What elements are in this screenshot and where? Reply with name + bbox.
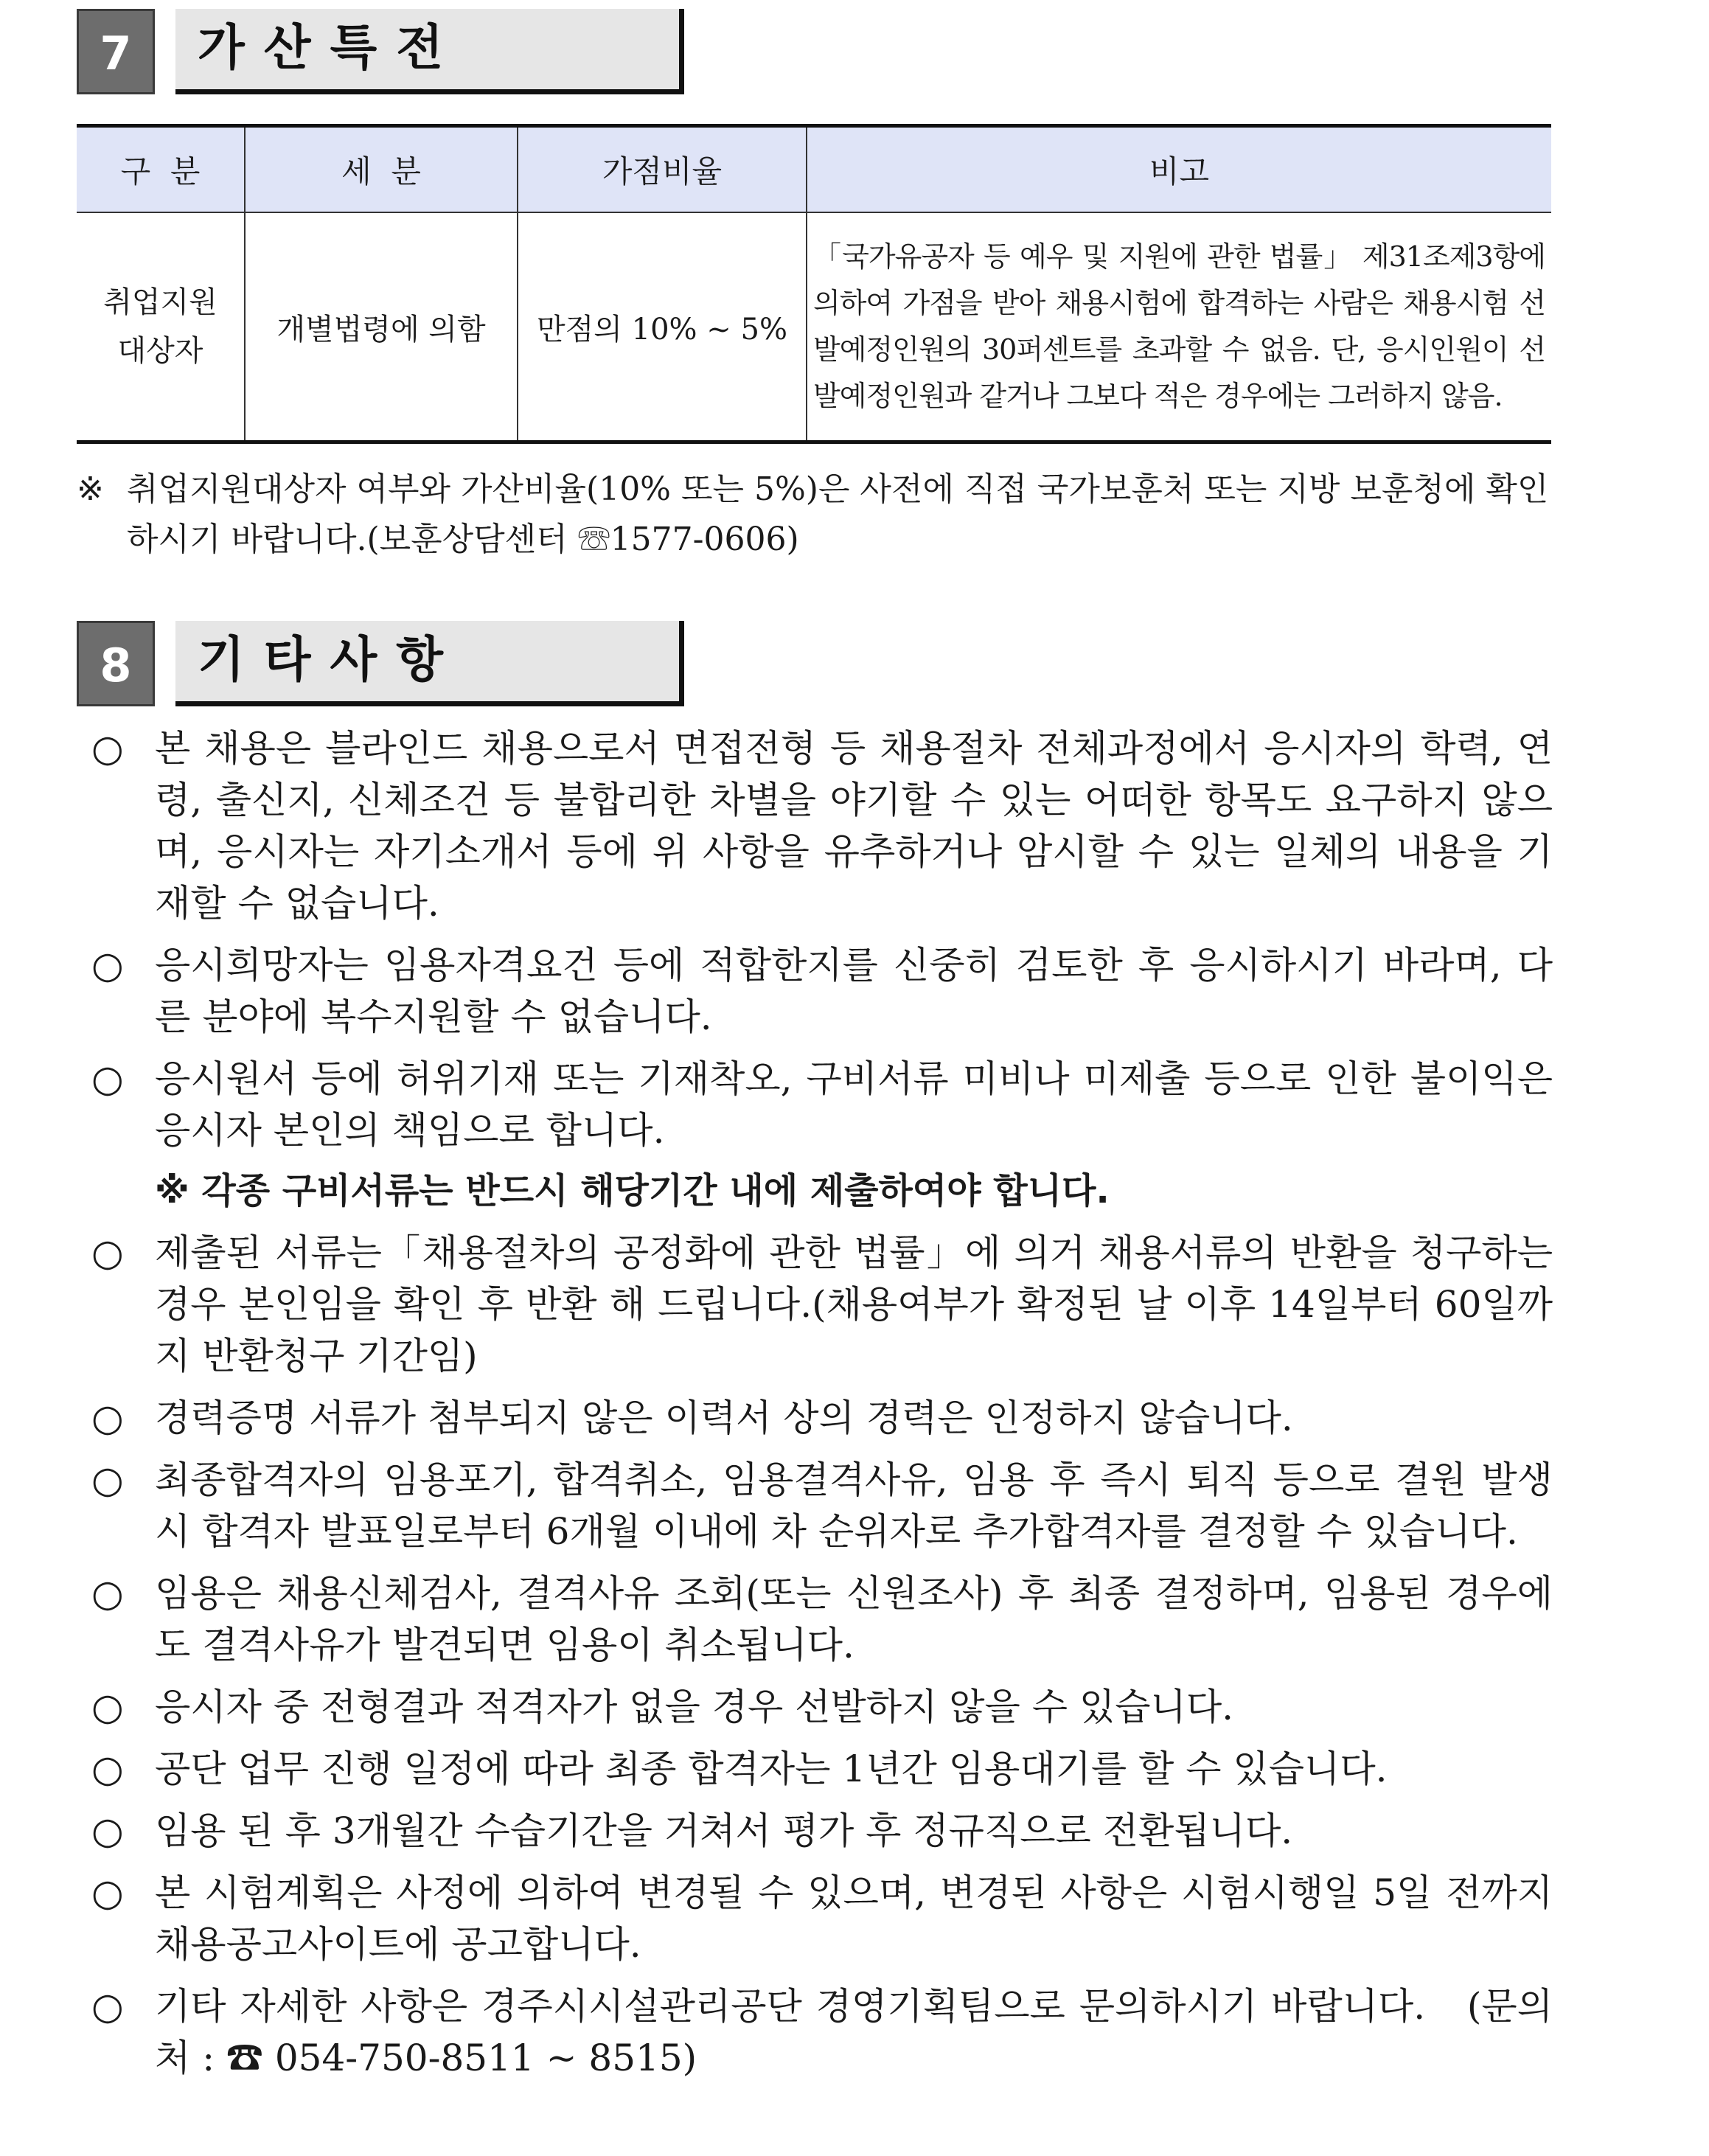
section-7-remark bbox=[77, 465, 1551, 565]
item-text: 기타 자세한 사항은 경주시시설관리공단 경영기획팀으로 문의하시기 바랍니다. (문의처 : ☎ 054-750-8511 ~ 8515) bbox=[155, 1985, 1553, 2079]
circle-bullet-icon: ○ bbox=[91, 727, 124, 770]
list-item bbox=[91, 1227, 1553, 1382]
list-item bbox=[91, 1981, 1553, 2084]
item-text: 응시자 중 전형결과 적격자가 없을 경우 선발하지 않을 수 있습니다. bbox=[155, 1686, 1234, 1728]
table-row bbox=[77, 212, 1551, 442]
special-note: ※ 각종 구비서류는 반드시 해당기간 내에 제출하여야 합니다. bbox=[155, 1170, 1110, 1211]
list-item bbox=[91, 1392, 1553, 1444]
header-detail: 세 분 bbox=[245, 126, 518, 213]
list-item bbox=[91, 723, 1553, 929]
circle-bullet-icon: ○ bbox=[91, 944, 124, 987]
section-8-number: 8 bbox=[77, 621, 155, 706]
item-text: 응시원서 등에 허위기재 또는 기재착오, 구비서류 미비나 미제출 등으로 인한 불이익은 응시자 본인의 책임으로 합니다. bbox=[155, 1057, 1553, 1152]
list-item bbox=[91, 1681, 1553, 1733]
header-category: 구 분 bbox=[77, 126, 245, 213]
header-ratio: 가점비율 bbox=[518, 126, 807, 213]
circle-bullet-icon: ○ bbox=[91, 1231, 124, 1274]
circle-bullet-icon: ○ bbox=[91, 1871, 124, 1914]
cell-note: 「국가유공자 등 예우 및 지원에 관한 법률」 제31조제3항에 의하여 가점을 받아 채용시험에 합격하는 사람은 채용시험 선발예정인원의 30퍼센트를 초과할 수 없음. 단, 응시인원이 선발예정인원과 같거나 그보다 적은 경우에는 그러하지 않음. bbox=[807, 212, 1551, 442]
item-text: 최종합격자의 임용포기, 합격취소, 임용결격사유, 임용 후 즉시 퇴직 등으로 결원 발생시 합격자 발표일로부터 6개월 이내에 차 순위자로 추가합격자를 결정할 수 있습니다. bbox=[155, 1458, 1553, 1553]
bonus-table bbox=[77, 124, 1551, 444]
item-text: 공단 업무 진행 일정에 따라 최종 합격자는 1년간 임용대기를 할 수 있습니다. bbox=[155, 1748, 1388, 1790]
item-text: 본 채용은 블라인드 채용으로서 면접전형 등 채용절차 전체과정에서 응시자의 학력, 연령, 출신지, 신체조건 등 불합리한 차별을 야기할 수 있는 어떠한 항목도 요구하지 않으며, 응시자는 자기소개서 등에 위 사항을 유추하거나 암시할 수 있는 일체의 내용을 기재할 수 없습니다. bbox=[155, 727, 1553, 925]
list-item bbox=[91, 1867, 1553, 1970]
remark-mark: ※ bbox=[77, 470, 104, 508]
list-item bbox=[91, 1743, 1553, 1795]
list-item bbox=[91, 1805, 1553, 1857]
other-items-list bbox=[91, 723, 1553, 2094]
remark-text: 취업지원대상자 여부와 가산비율(10% 또는 5%)은 사전에 직접 국가보훈처 또는 지방 보훈청에 확인하시기 바랍니다.(보훈상담센터 ☏1577-0606) bbox=[127, 470, 1549, 558]
circle-bullet-icon: ○ bbox=[91, 1057, 124, 1100]
item-text: 제출된 서류는「채용절차의 공정화에 관한 법률」에 의거 채용서류의 반환을 청구하는 경우 본인임을 확인 후 반환 해 드립니다.(채용여부가 확정된 날 이후 14일부터 60일까지 반환청구 기간임) bbox=[155, 1231, 1553, 1377]
circle-bullet-icon: ○ bbox=[91, 1985, 124, 2028]
list-item bbox=[91, 939, 1553, 1043]
header-note: 비고 bbox=[807, 126, 1551, 213]
section-7-number: 7 bbox=[77, 9, 155, 94]
section-8-title: 기타사항 bbox=[175, 621, 684, 706]
list-item bbox=[91, 1454, 1553, 1557]
list-item bbox=[91, 1053, 1553, 1156]
circle-bullet-icon: ○ bbox=[91, 1572, 124, 1615]
item-text: 임용은 채용신체검사, 결격사유 조회(또는 신원조사) 후 최종 결정하며, 임용된 경우에도 결격사유가 발견되면 임용이 취소됩니다. bbox=[155, 1572, 1553, 1666]
circle-bullet-icon: ○ bbox=[91, 1686, 124, 1728]
circle-bullet-icon: ○ bbox=[91, 1397, 124, 1439]
circle-bullet-icon: ○ bbox=[91, 1809, 124, 1852]
table-header-row bbox=[77, 126, 1551, 213]
item-text: 경력증명 서류가 첨부되지 않은 이력서 상의 경력은 인정하지 않습니다. bbox=[155, 1397, 1293, 1439]
item-text: 본 시험계획은 사정에 의하여 변경될 수 있으며, 변경된 사항은 시험시행일 5일 전까지 채용공고사이트에 공고합니다. bbox=[155, 1871, 1553, 1966]
item-text: 응시희망자는 임용자격요건 등에 적합한지를 신중히 검토한 후 응시하시기 바라며, 다른 분야에 복수지원할 수 없습니다. bbox=[155, 944, 1553, 1038]
circle-bullet-icon: ○ bbox=[91, 1748, 124, 1790]
cell-category: 취업지원 대상자 bbox=[77, 212, 245, 442]
list-item bbox=[91, 1568, 1553, 1671]
section-7-title: 가산특전 bbox=[175, 9, 684, 94]
cell-ratio: 만점의 10% ~ 5% bbox=[518, 212, 807, 442]
cell-detail: 개별법령에 의함 bbox=[245, 212, 518, 442]
circle-bullet-icon: ○ bbox=[91, 1458, 124, 1501]
item-text: 임용 된 후 3개월간 수습기간을 거쳐서 평가 후 정규직으로 전환됩니다. bbox=[155, 1809, 1293, 1852]
